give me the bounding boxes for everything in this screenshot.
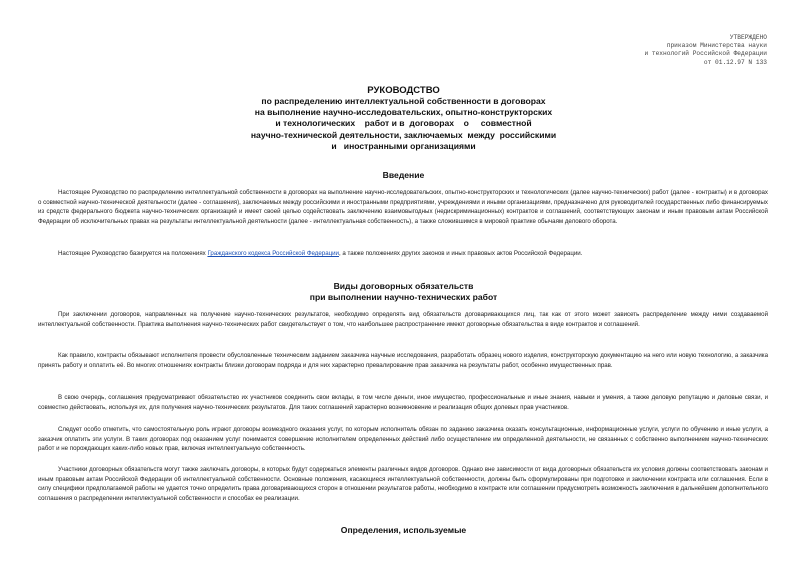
intro-paragraph-2 — [38, 249, 768, 259]
types-paragraph-4: Следует особо отметить, что самостоятельную роль играют договоры возмездного оказания услуг, по которым исполнитель обязан по заданию заказчика оказать консультационные, информационные услуги, услуги по обучению и иные услуги, а заказчик оплатить эти услуги. В таких договорах под оказанием услуг понимается совершение исполнителем определенных действий либо осуществление им определенной деятельности, не связанных с собственно выполнением научно-технических работ и не порождающих каких-либо новых прав, включая интеллектуальную собственность. — [38, 426, 768, 453]
approval-line: от 01.12.97 N 133 — [703, 58, 767, 66]
section-heading-definitions: Определения, используемые — [340, 525, 467, 535]
approval-line: УТВЕРЖДЕНО — [729, 34, 767, 41]
section-heading-types-line-1: Виды договорных обязательств — [333, 281, 474, 291]
types-paragraph-1: При заключении договоров, направленных на получение научно-технических результатов, необходимо определять вид обязательств договаривающихся лиц, так как от этого может зависеть распределение между ними создаваемой интеллектуальной собственности. Практика выполнения научно-технических работ свидетельствует о том, что наибольшее распространение имеют договорные обязательства в виде контрактов и соглашений. — [38, 311, 768, 328]
approval-line: и технологий Российской Федерации — [644, 50, 767, 58]
intro-text-before-link: Настоящее Руководство базируется на положениях — [58, 250, 208, 257]
approval-line: приказом Министерства науки — [666, 42, 767, 50]
intro-text-after-link: , а также положениях других законов и иных правовых актов Российской Федерации. — [338, 250, 583, 257]
document-subtitle-line: на выполнение научно-исследовательских, опытно-конструкторских — [254, 107, 553, 118]
document-subtitle-line: по распределению интеллектуальной собственности в договорах — [261, 96, 546, 106]
intro-paragraph-1: Настоящее Руководство по распределению интеллектуальной собственности в договорах на выполнение научно-исследовательских, опытно-конструкторских и технологических (далее научно-технических) работ (далее - контракты) и в договорах о совместной научно-технической деятельности (далее - соглашения), заключаемых между российскими и иностранными предприятиями, учреждениями и иными организациями, предназначено для руководителей государственных либо финансируемых из средств федерального бюджета научно-технических организаций и имеет своей целью содействовать заключению взаимовыгодных (недискриминационных) контрактов и соглашений, соответствующих законам и иным правовым актам Российской Федерации об исключительных правах на результаты интеллектуальной деятельности (далее - интеллектуальная собственность), а также сложившимся в мировой практике обычаям делового оборота. — [38, 189, 768, 225]
section-heading-types-line-2: при выполнении научно-технических работ — [309, 292, 498, 302]
civil-code-link[interactable]: Гражданского кодекса Российской Федерации — [207, 250, 339, 257]
types-paragraph-3: В свою очередь, соглашения предусматривают обязательство их участников соединить свои вклады, в том числе деньги, иное имущество, профессиональные и иные знания, навыки и умения, а также деловую репутацию и деловые связи, и совместно действовать, используя их, для получения научно-технических результатов. Для таких соглашений характерно возникновение и реализация общих долевых прав участников. — [38, 394, 768, 411]
document-subtitle-line: научно-технической деятельности, заключаемых между российскими — [250, 129, 557, 140]
document-subtitle-line: и иностранными организациями — [331, 140, 476, 151]
approval-stamp — [597, 34, 767, 67]
section-heading-intro: Введение — [382, 170, 425, 180]
types-paragraph-5: Участники договорных обязательств могут также заключать договоры, в которых будут содержаться элементы различных видов договоров. Однако вне зависимости от вида договорных обязательств их условия должны соответствовать законам и иным правовым актам Российской Федерации об интеллектуальной собственности. Основные положения, касающиеся интеллектуальной собственности, должны быть сформулированы при подготовке и заключении контракта или соглашения. Если в силу специфики предполагаемой работы не удается точно определить права договаривающихся сторон в отношении результатов работы, необходимо в контракте или соглашении предусмотреть возможность заключения в дальнейшем дополнительного соглашения о распределении интеллектуальной собственности и способах ее реализации. — [38, 466, 768, 502]
document-title: РУКОВОДСТВО — [367, 85, 440, 96]
document-header — [0, 85, 807, 152]
document-subtitle-line: и технологических работ и в договорах о совместной — [275, 118, 532, 129]
types-paragraph-2: Как правило, контракты обязывают исполнителя провести обусловленные техническим заданием заказчика научные исследования, разработать образец нового изделия, конструкторскую документацию на него или новую технологию, а заказчика принять работу и оплатить её. Во многих отношениях контракты близки договорам подряда и для них характерно превалирование прав заказчика на результаты работ, особенно имущественных прав. — [38, 352, 768, 369]
